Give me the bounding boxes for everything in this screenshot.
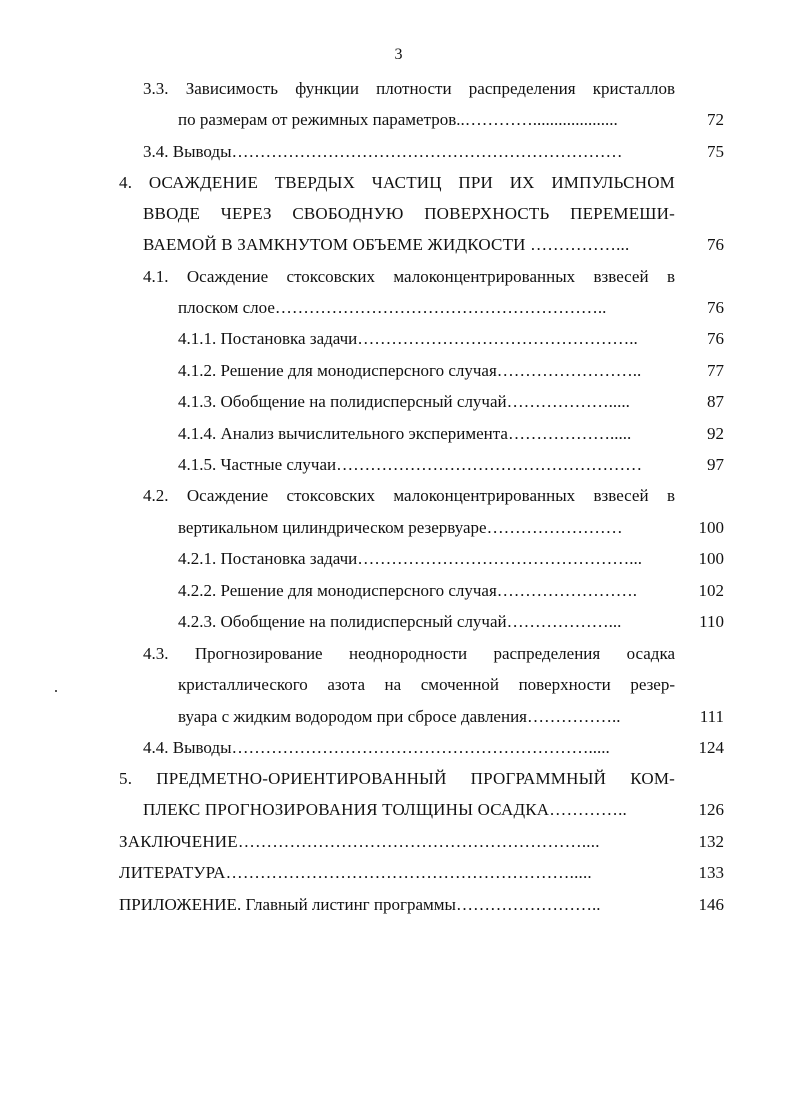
toc-entry-4-2-3: 4.2.3. Обобщение на полидисперсный случай………………... xyxy=(178,612,622,631)
toc-page-number: 92 xyxy=(707,424,724,443)
toc-chapter-5-line2: ПЛЕКС ПРОГНОЗИРОВАНИЯ ТОЛЩИНЫ ОСАДКА………….. xyxy=(143,800,627,819)
toc-page-number: 133 xyxy=(698,863,724,882)
toc-page-number: 111 xyxy=(699,707,724,726)
toc-conclusion: ЗАКЛЮЧЕНИЕ…………………………………………………….... xyxy=(119,832,600,851)
toc-page-number: 87 xyxy=(707,392,724,411)
toc-entry-4-3-line1: 4.3. Прогнозирование неоднородности распределения осадка xyxy=(143,644,675,663)
toc-entry-4-2-line1: 4.2. Осаждение стоксовских малоконцентрированных взвесей в xyxy=(143,486,675,505)
toc-page-number: 100 xyxy=(698,518,724,537)
toc-entry-4-1-1: 4.1.1. Постановка задачи………………………………………….. xyxy=(178,329,638,348)
toc-entry-4-2-1: 4.2.1. Постановка задачи…………………………………………... xyxy=(178,549,643,568)
toc-entry-4-1-line1: 4.1. Осаждение стоксовских малоконцентрированных взвесей в xyxy=(143,267,675,286)
toc-literature: ЛИТЕРАТУРА……………………………………………………..... xyxy=(119,863,592,882)
toc-page-number: 124 xyxy=(698,738,724,757)
toc-page-number: 76 xyxy=(707,298,724,317)
toc-chapter-4-line2: ВВОДЕ ЧЕРЕЗ СВОБОДНУЮ ПОВЕРХНОСТЬ ПЕРЕМЕШИ- xyxy=(143,204,675,223)
toc-entry-4-1-line2: плоском слое………………………………………………….. xyxy=(178,298,607,317)
toc-entry-3-3-line2: по размерам от режимных параметров..………….................... xyxy=(178,110,618,129)
toc-entry-4-2-line2: вертикальном цилиндрическом резервуаре…………………… xyxy=(178,518,623,537)
toc-entry-3-3-line1: 3.3. Зависимость функции плотности распределения кристаллов xyxy=(143,79,675,98)
toc-entry-4-1-3: 4.1.3. Обобщение на полидисперсный случай………………..... xyxy=(178,392,630,411)
toc-entry-4-1-4: 4.1.4. Анализ вычислительного эксперимента………………..... xyxy=(178,424,632,443)
toc-entry-4-4: 4.4. Выводы………………………………………………………..... xyxy=(143,738,610,757)
toc-page-number: 126 xyxy=(698,800,724,819)
toc-entry-3-4: 3.4. Выводы…………………………………………………………… xyxy=(143,142,623,161)
toc-entry-4-1-5: 4.1.5. Частные случаи……………………………………………… xyxy=(178,455,643,474)
toc-page-number: 76 xyxy=(707,235,724,254)
toc-appendix: ПРИЛОЖЕНИЕ. Главный листинг программы…………………….. xyxy=(119,895,601,914)
toc-page-number: 97 xyxy=(707,455,724,474)
toc-page-number: 75 xyxy=(707,142,724,161)
toc-chapter-4-line3: ВАЕМОЙ В ЗАМКНУТОМ ОБЪЕМЕ ЖИДКОСТИ ……………... xyxy=(143,235,630,254)
toc-page-number: 110 xyxy=(699,612,724,631)
toc-entry-4-2-2: 4.2.2. Решение для монодисперсного случая……………………. xyxy=(178,581,638,600)
toc-page-number: 100 xyxy=(698,549,724,568)
toc-page-number: 102 xyxy=(698,581,724,600)
table-of-contents xyxy=(0,72,797,932)
toc-entry-4-1-2: 4.1.2. Решение для монодисперсного случая…………………….. xyxy=(178,361,642,380)
toc-page-number: 72 xyxy=(707,110,724,129)
toc-chapter-4-line1: 4. ОСАЖДЕНИЕ ТВЕРДЫХ ЧАСТИЦ ПРИ ИХ ИМПУЛЬСНОМ xyxy=(119,173,675,192)
toc-entry-4-3-line2: кристаллического азота на смоченной поверхности резер- xyxy=(178,675,675,694)
toc-entry-4-3-line3: вуара с жидким водородом при сбросе давления…………….. xyxy=(178,707,621,726)
toc-chapter-5-line1: 5. ПРЕДМЕТНО-ОРИЕНТИРОВАННЫЙ ПРОГРАММНЫЙ КОМ- xyxy=(119,769,675,788)
toc-page-number: 132 xyxy=(698,832,724,851)
page-number: 3 xyxy=(394,46,403,63)
margin-speck xyxy=(55,690,57,692)
toc-page-number: 77 xyxy=(707,361,724,380)
toc-page-number: 76 xyxy=(707,329,724,348)
toc-page-number: 146 xyxy=(698,895,724,914)
